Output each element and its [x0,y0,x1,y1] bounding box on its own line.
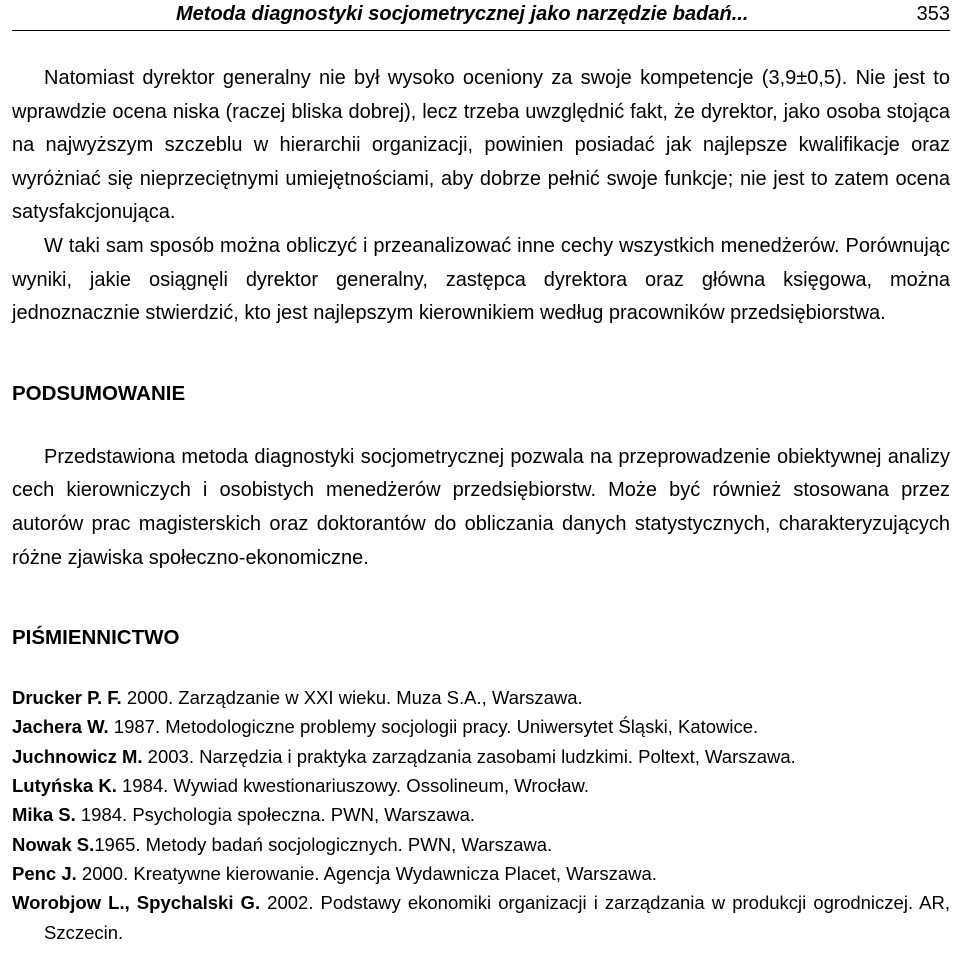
reference-author: Nowak S. [12,833,95,855]
reference-details: 1965. Metody badań socjologicznych. PWN, Warszawa. [94,833,553,855]
reference-author: Penc J. [12,862,77,884]
reference-details: 2000. Zarządzanie w XXI wieku. Muza S.A., Warszawa. [121,687,583,709]
summary-heading: PODSUMOWANIE [12,381,186,405]
reference-item [12,771,950,800]
reference-list [12,683,950,947]
reference-author: Drucker P. F. [12,687,122,709]
body-paragraph: Natomiast dyrektor generalny nie był wysoko oceniony za swoje kompetencje (3,9±0,5). Nie jest to wprawdzie ocena niska (raczej bliska dobrej), lecz trzeba uwzględnić fakt, że dyrektor, jako osoba stojąca na najwyższym szczeblu w hierarchii organizacji, powinien posiadać jak najlepsze kwalifikacje oraz wyróżniać się nieprzeciętnymi umiejętnościami, aby dobrze pełnić swoje funkcje; nie jest to zatem ocena satysfakcjonująca. [12,67,950,224]
reference-item [12,742,950,771]
reference-details: 2000. Kreatywne kierowanie. Agencja Wydawnicza Placet, Warszawa. [76,862,657,884]
body-paragraph: W taki sam sposób można obliczyć i przeanalizować inne cechy wszystkich menedżerów. Porównując wyniki, jakie osiągnęli dyrektor generalny, zastępca dyrektora oraz główna księgowa, można jednoznacznie stwierdzić, kto jest najlepszym kierownikiem według pracowników przedsiębiorstwa. [12,234,950,325]
reference-item [12,712,950,741]
reference-item [12,800,950,829]
reference-item [12,888,950,947]
reference-details: 2003. Narzędzia i praktyka zarządzania zasobami ludzkimi. Poltext, Warszawa. [142,745,796,767]
reference-details: 1984. Psychologia społeczna. PWN, Warszawa. [75,804,476,826]
journal-page [12,0,950,947]
reference-author: Worobjow L., Spychalski G. [12,892,261,914]
reference-author: Lutyńska K. [12,775,117,797]
reference-author: Mika S. [12,804,76,826]
reference-details: 1984. Wywiad kwestionariuszowy. Ossolineum, Wrocław. [116,775,589,797]
reference-item [12,859,950,888]
reference-author: Juchnowicz M. [12,745,143,767]
reference-details: 1987. Metodologiczne problemy socjologii pracy. Uniwersytet Śląski, Katowice. [108,716,759,738]
page-number: 353 [916,3,950,25]
running-header [12,0,950,31]
running-title: Metoda diagnostyki socjometrycznej jako narzędzie badań... [176,3,749,25]
reference-item [12,830,950,859]
reference-item [12,683,950,712]
reference-details: 2002. Podstawy ekonomiki organizacji i zarządzania w produkcji ogrodniczej. AR, Szczecin. [44,892,950,943]
references-heading: PIŚMIENNICTWO [12,626,180,650]
reference-author: Jachera W. [12,716,109,738]
summary-paragraph: Przedstawiona metoda diagnostyki socjometrycznej pozwala na przeprowadzenie obiektywnej analizy cech kierowniczych i osobistych menedżerów przedsiębiorstw. Może być również stosowana przez autorów prac magisterskich oraz doktorantów do obliczania danych statystycznych, charakteryzujących różne zjawiska społeczno-ekonomiczne. [12,445,950,569]
